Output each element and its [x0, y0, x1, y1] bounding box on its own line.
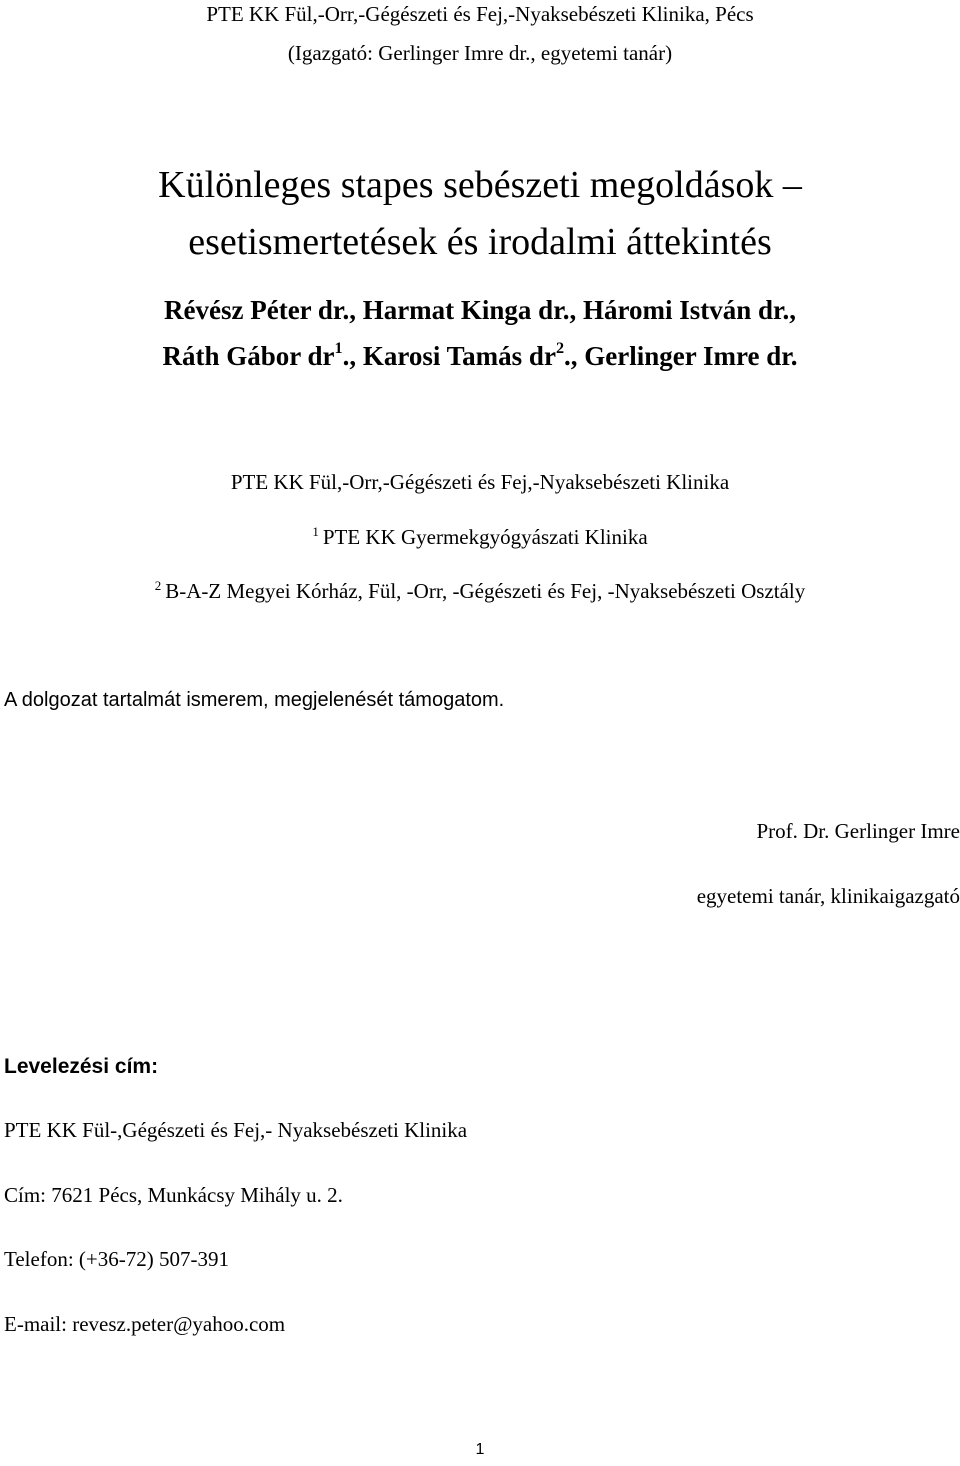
- title-line-2: esetismertetések és irodalmi áttekintés: [188, 221, 772, 263]
- authors-line-2: [0, 338, 960, 371]
- header-line-1: PTE KK Fül,-Orr,-Gégészeti és Fej,-Nyaksebészeti Klinika, Pécs: [206, 2, 754, 26]
- author-karosi-affil-sup: 2: [555, 338, 565, 357]
- affiliation-2-sup: 2: [154, 578, 162, 593]
- signature-role: egyetemi tanár, klinikaigazgató: [696, 884, 960, 908]
- contact-phone: Telefon: (+36-72) 507-391: [4, 1247, 229, 1271]
- author-karosi: ., Karosi Tamás dr: [342, 341, 556, 371]
- affiliation-main: PTE KK Fül,-Orr,-Gégészeti és Fej,-Nyaksebészeti Klinika: [230, 470, 730, 494]
- page-number: 1: [475, 1441, 485, 1458]
- affiliation-2: [0, 578, 960, 603]
- contact-label: Levelezési cím:: [4, 1055, 159, 1078]
- title-line-1: Különleges stapes sebészeti megoldások –: [158, 164, 802, 206]
- authors-line-1: Révész Péter dr., Harmat Kinga dr., Háromi István dr.,: [164, 295, 796, 325]
- author-rath: Ráth Gábor dr: [162, 341, 335, 371]
- header-line-2: (Igazgató: Gerlinger Imre dr., egyetemi tanár): [287, 41, 673, 65]
- approval-statement: A dolgozat tartalmát ismerem, megjelenését támogatom.: [4, 689, 505, 711]
- affiliation-2-text: B-A-Z Megyei Kórház, Fül, -Orr, -Gégészeti és Fej, -Nyaksebészeti Osztály: [165, 579, 806, 603]
- author-rath-affil-sup: 1: [334, 338, 343, 357]
- affiliation-1: [0, 524, 960, 549]
- signature-name: Prof. Dr. Gerlinger Imre: [756, 819, 960, 843]
- author-gerlinger: ., Gerlinger Imre dr.: [564, 341, 798, 371]
- contact-institution: PTE KK Fül-,Gégészeti és Fej,- Nyaksebészeti Klinika: [4, 1118, 468, 1142]
- affiliation-1-sup: 1: [312, 524, 319, 539]
- contact-email: E-mail: revesz.peter@yahoo.com: [4, 1312, 286, 1336]
- affiliation-1-text: PTE KK Gyermekgyógyászati Klinika: [322, 525, 648, 549]
- contact-address: Cím: 7621 Pécs, Munkácsy Mihály u. 2.: [4, 1183, 343, 1207]
